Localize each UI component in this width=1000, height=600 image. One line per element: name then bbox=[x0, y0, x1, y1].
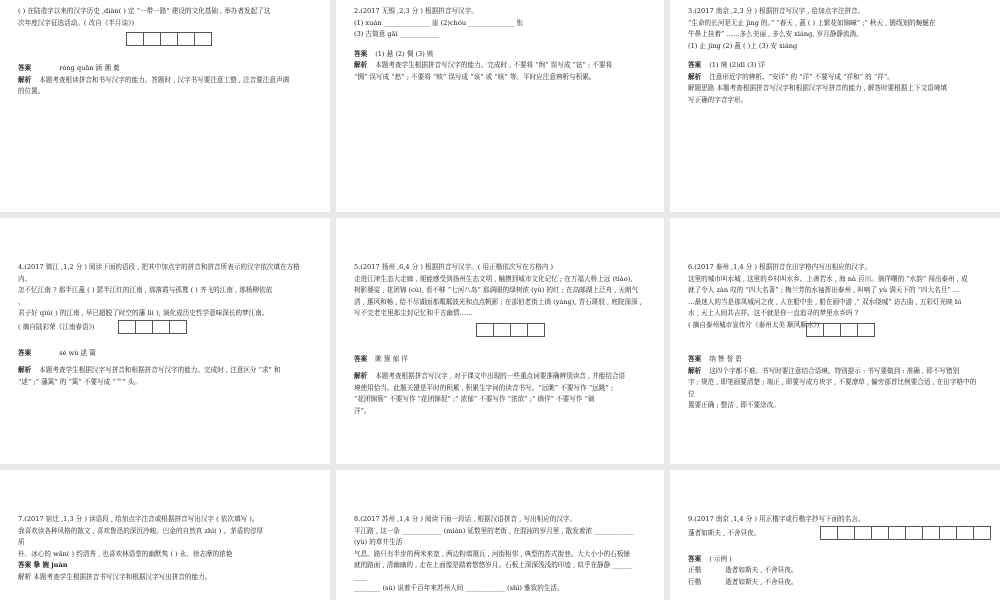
example-row bbox=[688, 565, 982, 577]
question-text: (3) 古简意 gāi ____________ bbox=[354, 30, 440, 39]
answer-line bbox=[688, 60, 982, 72]
quote-text: 蓬者如斯夫 , 不舍昼夜。 bbox=[688, 528, 761, 537]
question-panel-4 bbox=[0, 218, 330, 464]
question-source: ( 摘自泰州城市宣传片《泰州太美 顺风顺水》) bbox=[688, 320, 820, 329]
answer-line: 答案 挚 婉 juàn bbox=[18, 561, 68, 570]
analysis-text: 境使用恰当。此题关键是平时的积累 , 积累生字词的读音书写。“远眺” 不要写作 “远跳” ; bbox=[354, 383, 614, 392]
example-text: 逝者如斯夫 , 不舍昼夜。 bbox=[725, 577, 798, 586]
answer-text: (1) 境 (2)dī (3) 详 bbox=[709, 61, 766, 70]
question-text: 质 bbox=[18, 538, 25, 547]
answer-line bbox=[354, 354, 646, 366]
question-text: 就的路面 , 清幽幽的 , 走在上面像是踏着悠悠岁月。石板上深深浅浅的印迹 , 似乎在静静 ______ bbox=[354, 561, 633, 570]
question-text: 次年度汉字征选活动。( 改自《半月谈》) bbox=[18, 18, 135, 27]
analysis-text: 字 ; 规范 , 即笔画要清楚 ; 端正 , 即要写成方块字 , 不要潦草 , 偏旁部首比例要合适 , 在田字格中的 bbox=[688, 378, 977, 387]
question-panel-6 bbox=[670, 218, 1000, 464]
question-panel-9 bbox=[670, 470, 1000, 600]
answer-line bbox=[688, 554, 982, 566]
answer-label: 答案 bbox=[18, 348, 32, 357]
analysis-label: 解析 bbox=[688, 72, 702, 81]
answer-label: 答案 bbox=[688, 61, 702, 70]
question-title: 2.(2017 无锡 ,2,3 分 ) 根据拼音写汉字。 bbox=[354, 7, 478, 15]
answer-grid bbox=[472, 323, 646, 337]
question-text: 就了令人 zàn 叹的 “四大名著” ; 梅兰芳的水袖挥出泰州 , 叫响了 yù 满天下的 “四大名旦” … bbox=[688, 286, 960, 295]
answer-text: (1) 悬 (2) 惆 (3) 赅 bbox=[375, 49, 434, 58]
question-text: 牛鼻上挂着” ……多么美丽 , 多么安 xiáng, 岁月静静流淌。 bbox=[688, 30, 863, 39]
question-text: ( ) 在陆造字以来的汉字历史 ,diàn( ) 定 “一带一路” 建设的文化基础 , 举办者发起了这 bbox=[18, 7, 271, 15]
question-title: 6.(2017 泰州 ,1,4 分 ) 根据拼音在田字格内写出相应的汉字。 bbox=[688, 263, 872, 271]
answer-label: 答案 bbox=[18, 64, 32, 73]
answer-line bbox=[688, 354, 982, 366]
example-text: 逝者如斯夫 , 不舍昼夜。 bbox=[725, 566, 798, 575]
question-title: 5.(2017 扬州 ,6,4 分 ) 根据拼音写汉字。( 用正楷依次写在方格内 ) bbox=[354, 263, 554, 271]
question-text: 气息。路只有半步的两米来宽 , 两边粉墙黛瓦 , 河街相邻 , 典型的苏式街巷。大大小小的石板铺 bbox=[354, 549, 631, 558]
question-text: “生命的长河是无止 jìng 的。” “春天 , 蓋 ( ) 上繁花如锦嶂” ;“ 秋天 , 锻线划的蜿蜒在 bbox=[688, 18, 936, 27]
analysis-text: 位 bbox=[688, 389, 695, 398]
analysis-line bbox=[18, 365, 312, 377]
analysis-text: 置要正确 ; 整洁 , 即不要涂改。 bbox=[688, 401, 780, 410]
question-panel-2 bbox=[336, 0, 664, 212]
question-title: 9.(2017 南京 ,1,4 分 ) 用正楷字或行楷字抄写下面的名言。 bbox=[688, 515, 865, 523]
analysis-text: “惆” 误写成 “愁” ; 不要将 “赅” 误写成 “该” 或 “咳” 等。平时应注意辨析与积累。 bbox=[354, 72, 596, 81]
question-text: 清 , 惠风和畅 , 给不尽湖面那粼粼波光和点点帆影 ; 在邵伯老街上徜 (yáng), 青石斑驳 , 庭院深深 , bbox=[354, 297, 642, 306]
question-text: 这里的城市叫水城 , 这里的乡村叫水乡。上善若水 , 海 nà 百川。徜徉曙的 “水韵” 闯出泰州 , 成 bbox=[688, 274, 968, 283]
question-text: 、 bbox=[18, 297, 25, 306]
answer-line bbox=[18, 63, 312, 75]
answer-label: 答案 bbox=[688, 355, 702, 364]
question-source bbox=[18, 320, 312, 334]
question-text: 朴、冰心的 wǎn( ) 约清秀 , 也喜欢林语堂的幽默隽 ( ) 永、徐志摩的浓艳 bbox=[18, 549, 233, 558]
question-panel-7 bbox=[0, 470, 330, 600]
analysis-text: 本题考查根据拼音写汉字 , 对于课文中出现的一些重点词要准确辨别读音 , 并能结合语 bbox=[375, 372, 626, 381]
question-text: 写不完老宅里那尘封记忆和千古幽情…… bbox=[354, 309, 473, 318]
question-text: 内。 bbox=[18, 274, 32, 283]
analysis-text: 解题思路 本题考查根据拼音写汉字和根据汉字写拼音的能力 , 解答时要根据上下文语境填 bbox=[688, 84, 947, 93]
question-title: 4.(2017 镇江 ,1,2 分 ) 阅读下面的语段 , 把其中加点字的拼音和拼音所表示的汉字依次填在方格 bbox=[18, 263, 300, 271]
analysis-text: “花团锦簇” 不要写作 “花团锦促” ;“ 浓郁” 不要写作 “浓欲” ;“ 徜徉” 不要写作 “徜 bbox=[354, 395, 595, 404]
question-panel-8 bbox=[336, 470, 664, 600]
question-text: 君子好 qiú( ) 的江南 , 早已超脱了时空的藩 lí( ), 演化成历史哲学意味深长的梦江南。 bbox=[18, 309, 269, 318]
question-text: …最迷人的当是那凤城河之夜 , 人在船中坐 , 船在画中游 ,“ 双水绕城” 访古曲 , 五彩灯光映 bì bbox=[688, 297, 962, 306]
analysis-line bbox=[688, 72, 982, 84]
question-panel-3 bbox=[670, 0, 1000, 212]
question-panel-1 bbox=[0, 0, 330, 212]
question-text: 平江路 , 这一条 ____________ (mián) 延数里的老街 , 在混沌的岁月里 , 散发着浓 ____________ bbox=[354, 526, 634, 535]
analysis-line bbox=[354, 371, 646, 383]
question-text: ____ bbox=[354, 572, 368, 581]
analysis-label: 解析 bbox=[18, 366, 32, 375]
source-text: ( 摘自陆彩荣《江南春语》) bbox=[18, 322, 95, 331]
answer-grid bbox=[118, 320, 187, 334]
answer-label: 答案 bbox=[354, 49, 368, 58]
answer-line bbox=[18, 348, 312, 360]
analysis-text: 本题考查根读拼音和书写汉字的能力。答题时 , 汉字书写要注意工整 , 注音要注意声调 bbox=[39, 75, 290, 84]
analysis-text: 的位置。 bbox=[18, 87, 45, 96]
question-text: (1) xuán ______________ 崖 (2)chóu ______________ 怅 bbox=[354, 18, 524, 27]
answer-grid bbox=[820, 526, 991, 540]
analysis-label: 解析 bbox=[18, 75, 32, 84]
analysis-text: “逑” ;“ 藩篱” 的 “篱” 不要写成 “艹” 头。 bbox=[18, 377, 141, 386]
answer-label: 答案 bbox=[354, 354, 368, 363]
analysis-label: 解析 bbox=[688, 366, 702, 375]
analysis-text: 洋”。 bbox=[354, 406, 371, 415]
answer-text: 纳 赞 誉 碧 bbox=[709, 355, 742, 364]
analysis-line bbox=[18, 75, 312, 87]
question-text bbox=[688, 526, 982, 540]
analysis-text: 这四个字都不难。书写时要注意结合语境。特别提示 : 书写要做到 : 准确 , 即不写错别 bbox=[709, 366, 960, 375]
example-style: 正楷 bbox=[688, 566, 702, 575]
question-text: 树影婆娑 , 花团锦 (cù), 看不够 “七河八岛” 那满眼的绿树浓 (yù) 的红 ; 在高邮湖上泛舟 , 天朗气 bbox=[354, 286, 639, 295]
question-text: (yù) 的草井生活 bbox=[354, 538, 403, 547]
question-text: 水 , 天上人间共吉祥。这不就是你一直追寻的梦里水乡吗 ? bbox=[688, 309, 859, 318]
analysis-label: 解析 bbox=[354, 61, 368, 70]
answer-grid bbox=[122, 32, 312, 46]
question-text: 我喜欢读各种风格的散文 , 喜欢鲁迅的深沉冷峻。巴金的自然真 zhì( ) 。茅盾的淳厚 bbox=[18, 526, 264, 535]
answer-text: róng quān 涵 溯 奠 bbox=[59, 64, 120, 73]
analysis-line bbox=[354, 60, 646, 72]
question-title: 8.(2017 苏州 ,1,4 分 ) 阅读下面一段话 , 根据汉语拼音 , 写出相应的汉字。 bbox=[354, 515, 577, 523]
analysis-text: 写正确的字音字形。 bbox=[688, 95, 748, 104]
analysis-text: 注意形近字的辨析。“安详” 的 “详” 不要写成 “祥和” 的 “祥”。 bbox=[709, 72, 894, 81]
example-style: 行楷 bbox=[688, 577, 702, 586]
analysis-text: 本题考查学生根据汉字写拼音和根据拼音写汉字的能力。完成时 , 注意区分 “求” 和 bbox=[39, 366, 281, 375]
question-text: 走进江津生态大走廊 , 便能感受到扬州生态文明 , 触摸到城市文化记忆 ; 在万福大桥上远 (tiào), bbox=[354, 274, 633, 283]
question-text: 怎不忆江南 ? 那半江蓋 ( ) 瑟半江红的江南 , 那落霞与孤鹜 ( ) 齐飞的江南 , 那杨柳依依 bbox=[18, 286, 273, 295]
analysis-line bbox=[688, 366, 982, 378]
analysis-line: 解析 本题考查学生根据拼音书写汉字和根据汉字写出拼音的能力。 bbox=[18, 572, 212, 581]
analysis-label: 解析 bbox=[354, 372, 368, 381]
question-title: 3.(2017 南京 ,2,3 分 ) 根据拼音写汉字 , 给加点字注拼音。 bbox=[688, 7, 865, 15]
answer-text: sè wù 逑 篱 bbox=[59, 348, 96, 357]
question-panel-5 bbox=[336, 218, 664, 464]
answer-text: 眺 簇 郁 徉 bbox=[375, 354, 408, 363]
question-text: (1) 止 jìng (2) 蓋 ( )上 (3) 安 xiáng bbox=[688, 41, 798, 50]
answer-line bbox=[354, 49, 646, 61]
question-text: ________ (sù) 说着千百年来苏州人间 ____________ (shì) 雅致的生活。 bbox=[354, 584, 564, 593]
analysis-text: 本题考查学生根据拼音写汉字的能力。完成时 , 不要将 “绚” 误写成 “铉” ; 不要将 bbox=[375, 61, 613, 70]
example-row bbox=[688, 577, 982, 589]
answer-text: ( 示例 ) bbox=[709, 554, 732, 563]
answer-label: 答案 bbox=[688, 554, 702, 563]
question-title: 7.(2017 宿迁 ,1,3 分 ) 读语段 , 给加点字注音或根据拼音写出汉字 ( 依次填写 )。 bbox=[18, 515, 259, 523]
answer-grid bbox=[802, 323, 982, 337]
